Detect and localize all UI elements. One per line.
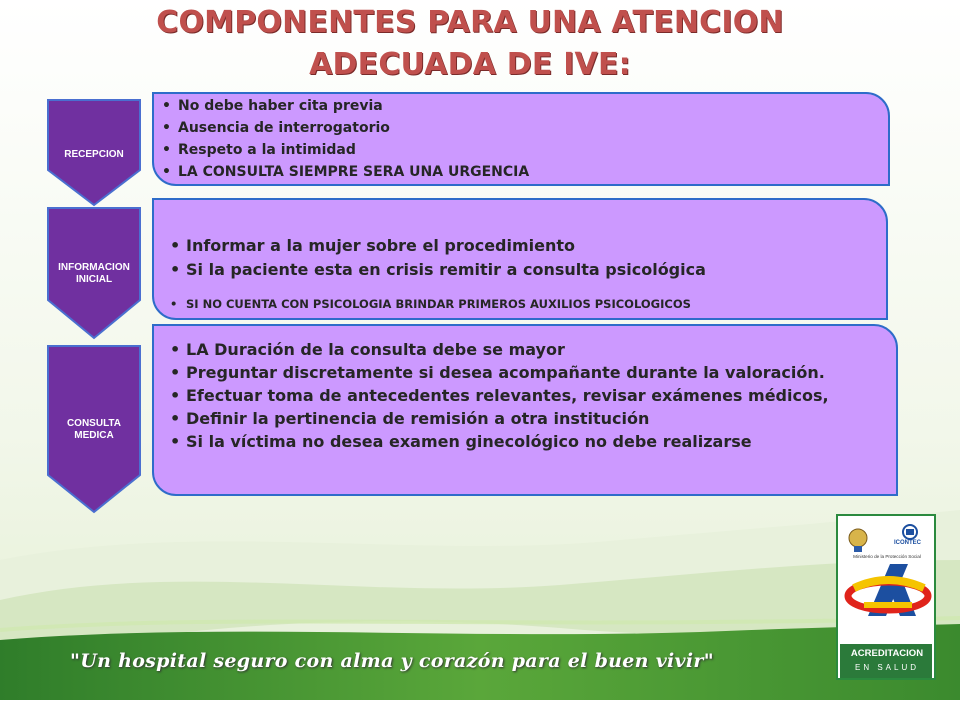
consulta-bullet-list <box>168 338 888 453</box>
ministry-label: Ministerio de la Protección Social <box>853 554 921 559</box>
step-label-informacion-line-1: INFORMACION <box>58 262 130 273</box>
list-item: • Respeto a la intimidad <box>160 139 880 161</box>
list-item: • Preguntar discretamente si desea acompañante durante la valoración. <box>168 361 888 384</box>
slogan: "Un hospital seguro con alma y corazón para el buen vivir" <box>70 650 714 672</box>
step-label-consulta-line-1: CONSULTA <box>66 418 122 429</box>
list-item: • Si la víctima no desea examen ginecológico no debe realizarse <box>168 430 888 453</box>
step-label-informacion <box>48 262 140 286</box>
list-item: • LA Duración de la consulta debe se mayor <box>168 338 888 361</box>
recepcion-bullet-list <box>160 95 880 183</box>
list-item: • Efectuar toma de antecedentes relevantes, revisar exámenes médicos, <box>168 384 888 407</box>
list-item: • SI NO CUENTA CON PSICOLOGIA BRINDAR PRIMEROS AUXILIOS PSICOLOGICOS <box>168 296 880 312</box>
title-line-2: ADECUADA DE IVE: <box>309 47 631 82</box>
informacion-bullet-list <box>168 234 880 282</box>
list-item: • LA CONSULTA SIEMPRE SERA UNA URGENCIA <box>160 161 880 183</box>
list-item: • Informar a la mujer sobre el procedimiento <box>168 234 880 258</box>
accreditation-emblem <box>838 516 934 636</box>
logo-caption-line-1: ACREDITACION <box>850 648 924 659</box>
accreditation-logo <box>836 514 936 680</box>
step-label-recepcion: RECEPCION <box>64 149 124 160</box>
list-item: • Si la paciente esta en crisis remitir a consulta psicológica <box>168 258 880 282</box>
list-item: • No debe haber cita previa <box>160 95 880 117</box>
list-item: • Ausencia de interrogatorio <box>160 117 880 139</box>
step-label-consulta <box>48 418 140 442</box>
logo-caption-line-2: EN SALUD <box>854 663 919 672</box>
title-line-1: COMPONENTES PARA UNA ATENCION <box>156 5 784 40</box>
icontec-label: ICONTEC <box>894 540 921 546</box>
list-item: • Definir la pertinencia de remisión a otra institución <box>168 407 888 430</box>
step-label-consulta-line-2: MEDICA <box>74 430 114 441</box>
informacion-bullet-list-small <box>168 296 880 312</box>
step-label-informacion-line-2: INICIAL <box>75 274 113 285</box>
